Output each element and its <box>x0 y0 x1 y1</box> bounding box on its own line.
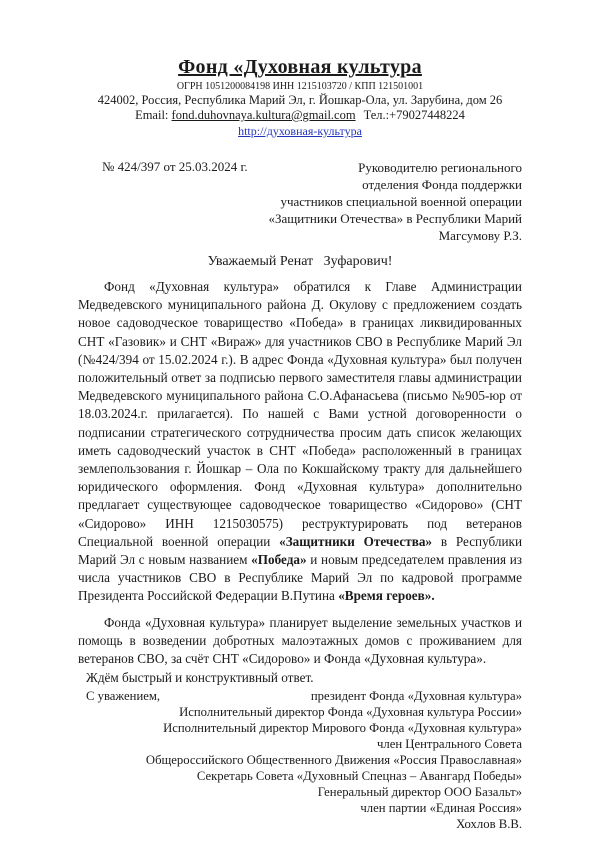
signature-title: Исполнительный директор Фонда «Духовная культура России» <box>179 705 522 720</box>
email-label: Email: <box>135 108 169 122</box>
letterhead <box>78 56 522 139</box>
org-website-line <box>78 124 522 139</box>
recipient-line: отделения Фонда поддержки <box>362 177 522 192</box>
org-contact-line <box>78 108 522 123</box>
signature-title: президент Фонда «Духовная культура» <box>310 689 522 704</box>
email-link[interactable]: fond.duhovnaya.kultura@gmail.com <box>171 108 356 122</box>
salutation: Уважаемый Ренат Зуфарович! <box>207 254 393 269</box>
closing-line: Ждём быстрый и конструктивный ответ. <box>86 670 314 686</box>
recipient-line: участников специальной военной операции <box>280 194 522 209</box>
recipient-block <box>268 159 522 244</box>
paragraph-segment-bold: «Время героев». <box>338 588 435 604</box>
reference-row <box>78 159 522 244</box>
body-paragraph-1 <box>78 278 522 606</box>
reference-number: № 424/397 от 25.03.2024 г. <box>102 159 248 174</box>
regards-row <box>78 688 522 704</box>
body-paragraph-2: Фонда «Духовная культура» планирует выделение земельных участков и помощь в возведении добротных малоэтажных домов с проживанием для ветеранов СВО, за счёт СНТ «Сидорово» и Фонда «Духовная культура». <box>78 614 522 667</box>
website-link[interactable]: http://духовная-культура <box>238 124 362 138</box>
paragraph-segment-bold: «Победа» <box>251 552 307 568</box>
regards: С уважением, <box>86 689 161 704</box>
org-address: 424002, Россия, Республика Марий Эл, г. Йошкар-Ола, ул. Зарубина, дом 26 <box>97 93 503 107</box>
recipient-line: «Защитники Отечества» в Республики Марий <box>268 211 522 226</box>
phone-number: Тел.:+79027448224 <box>363 108 465 122</box>
signature-title: Общероссийского Общественного Движения «Россия Православная» <box>145 753 522 768</box>
paragraph-segment: и новым председателем правления из числа участников СВО в Республике Марий Эл по кадровой программе Президента Российской Федерации В.Путина <box>78 552 522 604</box>
signature-title: член партии «Единая Россия» <box>360 801 522 816</box>
org-title: Фонд «Духовная культура <box>178 56 422 78</box>
signature-title: Генеральный директор ООО Базальт» <box>317 785 522 800</box>
recipient-line: Магсумову Р.З. <box>438 228 522 243</box>
paragraph-segment: Фонд «Духовная культура» обратился к Главе Администрации Медведевского муниципального района Д. Окулову с предложением создать новое садоводческое товарищество «Победа» в границах ликвидированных СНТ «Газовик» и СНТ «Вираж» для участников СВО в Республике Марий Эл (№424/394 от 15.02.2024 г.). В адрес Фонда «Духовная культура» был получен положительный ответ за подписью первого заместителя главы администрации Медведевского муниципального района С.О.Афанасьева (письмо №905-юр от 18.03.2024.г. прилагается). По нашей с Вами устной договоренности о подписании стратегического сотрудничества просим дать список желающих иметь садоводческий участок в СНТ «Победа» расположенный в границах землепользования г. Йошкар – Ола по Кокшайскому тракту для дальнейшего юридического оформления. Фонд «Духовная культура» дополнительно предлагает существующее садоводческое товарищество «Сидорово» (СНТ «Сидорово» ИНН 1215030575) реструктурировать под ветеранов Специальной военной операции <box>78 279 522 549</box>
signature-title: член Центрального Совета <box>376 737 522 752</box>
signature-title: Секретарь Совета «Духовный Спецназ – Авангард Победы» <box>196 769 522 784</box>
org-reg-line: ОГРН 1051200084198 ИНН 1215103720 / КПП 121501001 <box>176 81 424 92</box>
recipient-line: Руководителю регионального <box>358 160 522 175</box>
signature-block <box>78 704 522 832</box>
signature-title: Исполнительный директор Мирового Фонда «Духовная культура» <box>163 721 522 736</box>
signer-name: Хохлов В.В. <box>456 817 522 832</box>
paragraph-segment: в Республики Марий Эл с новым названием <box>78 533 523 568</box>
paragraph-segment-bold: «Защитники Отечества» <box>279 533 433 549</box>
